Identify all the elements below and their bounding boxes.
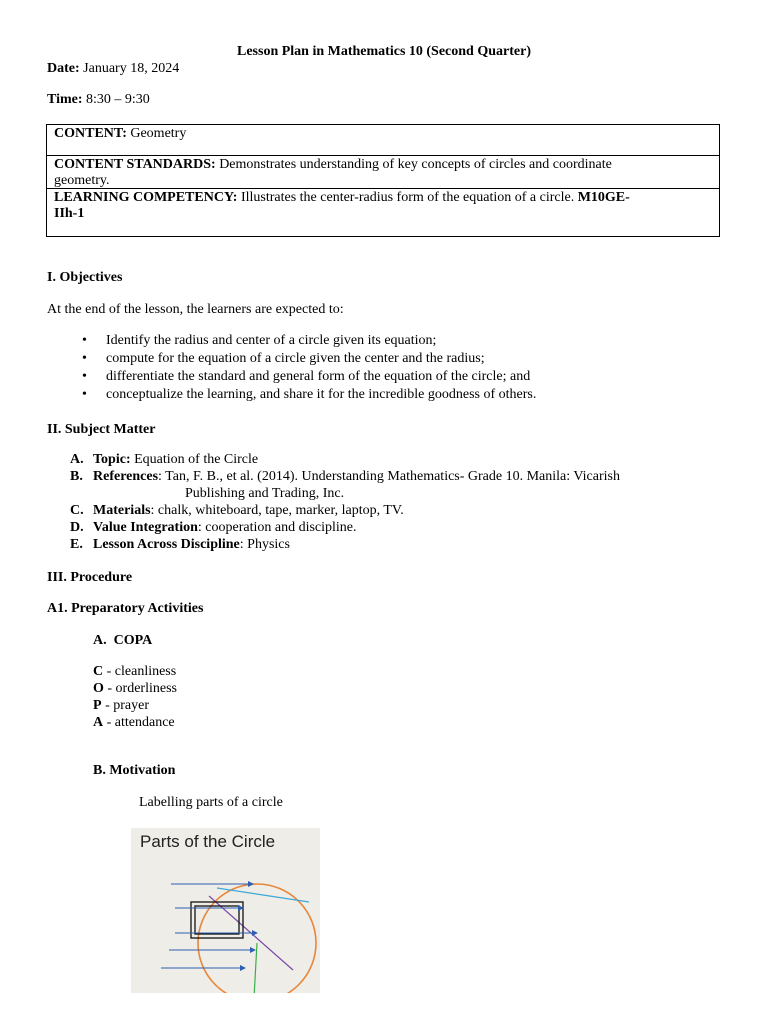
list-item-text	[93, 503, 404, 519]
copa-item	[93, 698, 149, 714]
copa-text: - attendance	[103, 715, 175, 730]
learning-competency-value: Illustrates the center-radius form of the equation of a circle.	[237, 190, 578, 205]
copa-letter: P	[93, 698, 102, 713]
list-item-text: compute for the equation of a circle given the center and the radius;	[106, 351, 485, 366]
time-value: 8:30 – 9:30	[82, 92, 150, 107]
item-value: : chalk, whiteboard, tape, marker, laptop, TV.	[150, 503, 404, 518]
preparatory-heading	[47, 601, 203, 617]
list-letter: A.	[70, 452, 84, 467]
copa-letter: A	[93, 715, 104, 730]
item-label: Materials	[93, 503, 151, 518]
competency-code: M10GE-	[577, 190, 630, 205]
time-line	[47, 92, 150, 108]
subject-matter-heading	[47, 422, 155, 438]
content-standards-row	[47, 156, 719, 189]
bullet-icon: •	[82, 369, 87, 384]
label-box-inner	[195, 906, 239, 934]
list-letter: D.	[70, 520, 84, 535]
procedure-heading-text: III. Procedure	[47, 570, 133, 585]
objectives-heading-text: I. Objectives	[47, 270, 123, 285]
item-label: Topic:	[93, 452, 131, 467]
copa-text: - prayer	[101, 698, 149, 713]
secant-line	[217, 888, 309, 902]
content-row	[47, 125, 719, 156]
list-item-text	[93, 537, 290, 553]
objectives-heading	[47, 270, 122, 286]
list-letter: E.	[70, 537, 83, 552]
item-value-cont: Publishing and Trading, Inc.	[185, 486, 345, 501]
item-value: Equation of the Circle	[130, 452, 259, 467]
date-label: Date:	[47, 61, 80, 76]
competency-code-cont: IIh-1	[54, 206, 85, 221]
learning-competency-row	[47, 189, 719, 237]
date-line	[47, 61, 179, 77]
motivation-heading-text: B. Motivation	[93, 763, 176, 778]
item-value: : cooperation and discipline.	[197, 520, 357, 535]
copa-letter: O	[93, 681, 104, 696]
item-value: : Physics	[239, 537, 290, 552]
bullet-icon: •	[82, 387, 87, 402]
content-label: CONTENT:	[54, 126, 127, 141]
list-item-text	[93, 520, 357, 536]
time-label: Time:	[47, 92, 83, 107]
list-letter: B.	[70, 469, 83, 484]
copa-item	[93, 664, 176, 680]
document-title: Lesson Plan in Mathematics 10 (Second Quarter)	[237, 44, 531, 59]
date-value: January 18, 2024	[79, 61, 180, 76]
learning-competency-label: LEARNING COMPETENCY:	[54, 190, 238, 205]
item-label: Value Integration	[93, 520, 198, 535]
list-item-text	[93, 469, 620, 485]
content-standards-value: Demonstrates understanding of key concepts of circles and coordinate	[215, 157, 612, 172]
item-value: : Tan, F. B., et al. (2014). Understanding Mathematics- Grade 10. Manila: Vicarish	[158, 469, 620, 484]
content-standards-value-cont: geometry.	[54, 173, 110, 188]
subject-matter-heading-text: II. Subject Matter	[47, 422, 156, 437]
copa-heading	[93, 633, 152, 649]
list-item-text: conceptualize the learning, and share it for the incredible goodness of others.	[106, 387, 537, 402]
copa-letter: C	[93, 664, 104, 679]
copa-item	[93, 681, 177, 697]
item-label: Lesson Across Discipline	[93, 537, 240, 552]
bullet-icon: •	[82, 351, 87, 366]
list-item-text: differentiate the standard and general form of the equation of the circle; and	[106, 369, 531, 384]
copa-heading-text: A. COPA	[93, 633, 153, 648]
list-item-text	[93, 452, 258, 468]
content-table	[46, 124, 720, 237]
motivation-text: Labelling parts of a circle	[139, 795, 283, 810]
list-letter: C.	[70, 503, 84, 518]
circle-diagram	[131, 828, 320, 993]
content-value: Geometry	[126, 126, 187, 141]
procedure-heading	[47, 570, 132, 586]
bullet-icon: •	[82, 333, 87, 348]
objectives-intro: At the end of the lesson, the learners are expected to:	[47, 302, 344, 317]
item-label: References	[93, 469, 159, 484]
motivation-heading	[93, 763, 175, 779]
content-standards-label: CONTENT STANDARDS:	[54, 157, 216, 172]
copa-text: - cleanliness	[103, 664, 177, 679]
preparatory-heading-text: A1. Preparatory Activities	[47, 601, 204, 616]
copa-text: - orderliness	[103, 681, 177, 696]
list-item-text: Identify the radius and center of a circle given its equation;	[106, 333, 437, 348]
copa-item	[93, 715, 175, 731]
parts-of-circle-figure	[131, 828, 320, 993]
figure-title: Parts of the Circle	[140, 832, 276, 851]
